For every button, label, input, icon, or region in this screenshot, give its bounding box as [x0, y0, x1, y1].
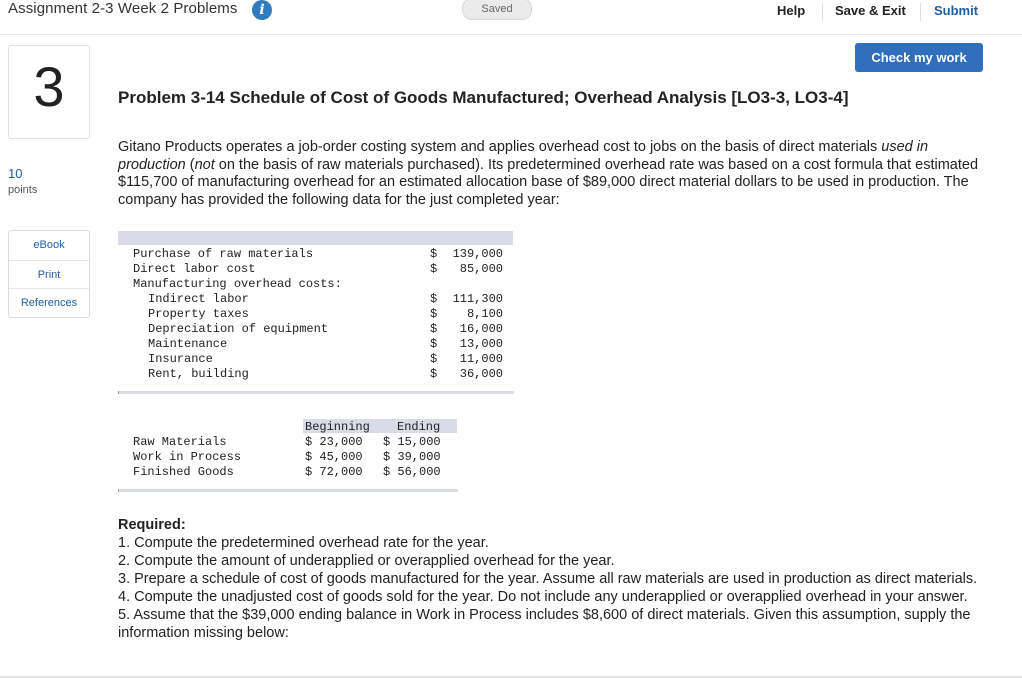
submit-link[interactable]: Submit: [934, 3, 979, 18]
row-value: 36,000: [459, 367, 503, 381]
row-value: 111,300: [452, 292, 503, 306]
row-dollar: $: [430, 337, 438, 351]
table-footer-bar: [118, 489, 458, 492]
row-dollar: $: [430, 367, 438, 381]
table-row: [118, 450, 457, 465]
header-divider: [920, 3, 921, 21]
table-row: [118, 322, 513, 337]
row-label: Purchase of raw materials: [133, 247, 314, 261]
row-label: Direct labor cost: [133, 262, 256, 276]
desc-emphasis: not: [194, 156, 215, 173]
row-value: 139,000: [452, 247, 503, 261]
print-link[interactable]: Print: [9, 260, 89, 289]
row-dollar: $: [430, 262, 438, 276]
assignment-title: Assignment 2-3 Week 2 Problems: [8, 0, 238, 17]
row-value: 11,000: [459, 352, 503, 366]
table-row: [118, 337, 513, 352]
row-label: Work in Process: [133, 450, 242, 464]
question-number: 3: [33, 55, 65, 118]
resource-links-panel: [8, 230, 90, 318]
row-label: Property taxes: [148, 307, 249, 321]
row-label: Indirect labor: [148, 292, 249, 306]
header-divider: [822, 3, 823, 21]
info-icon[interactable]: i: [252, 0, 272, 20]
table-header-bar: [118, 231, 513, 245]
table-row: [118, 435, 457, 450]
row-dollar: $: [430, 292, 438, 306]
points-label: points: [8, 184, 38, 196]
points-value: 10: [8, 166, 23, 181]
row-value: 16,000: [459, 322, 503, 336]
required-item: 4. Compute the unadjusted cost of goods sold for the year. Do not include any underapplied or overapplied overhead in your answer.: [118, 589, 968, 605]
row-dollar: $: [430, 322, 438, 336]
required-item: 5. Assume that the $39,000 ending balance in Work in Process includes $8,600 of direct materials. Given this assumption, supply the information missing below:: [118, 607, 971, 641]
table-row: [118, 262, 513, 277]
question-number-box: [8, 45, 90, 139]
problem-title: Problem 3-14 Schedule of Cost of Goods Manufactured; Overhead Analysis [LO3-3, LO3-4]: [118, 88, 849, 107]
required-item: 3. Prepare a schedule of cost of goods manufactured for the year. Assume all raw materials are used in production as direct materials.: [118, 571, 978, 587]
row-label: Depreciation of equipment: [148, 322, 329, 336]
table-row: [118, 307, 513, 322]
table-row: [118, 352, 513, 367]
required-heading: Required:: [118, 517, 186, 533]
top-header: [0, 0, 1022, 35]
column-header-ending: Ending: [397, 420, 441, 434]
table-row: [118, 292, 513, 307]
save-exit-link[interactable]: Save & Exit: [835, 3, 906, 18]
required-item: 1. Compute the predetermined overhead rate for the year.: [118, 535, 489, 551]
row-ending: $ 39,000: [383, 450, 441, 464]
desc-text: on the basis of raw materials purchased). Its predetermined overhead rate was based on a cost formula that estimated $115,700 of manufacturing overhead for an estimated allocation base of $89,000 direct material dollars to be used in production. The company has provided the following data for the just completed year:: [118, 156, 979, 208]
row-beginning: $ 23,000: [305, 435, 363, 449]
row-label: Manufacturing overhead costs:: [133, 277, 342, 291]
cost-data-table: [118, 231, 513, 394]
desc-emphasis: used in production: [118, 139, 929, 173]
references-link[interactable]: References: [9, 288, 89, 317]
desc-text: Gitano Products operates a job-order costing system and applies overhead cost to jobs on the basis of direct materials: [118, 139, 882, 155]
table-row: [118, 465, 457, 480]
row-label: Maintenance: [148, 337, 228, 351]
row-value: 13,000: [459, 337, 503, 351]
row-ending: $ 15,000: [383, 435, 441, 449]
required-item: 2. Compute the amount of underapplied or overapplied overhead for the year.: [118, 553, 615, 569]
saved-status-badge: Saved: [462, 0, 532, 20]
table-row: [118, 277, 513, 292]
table-row: [118, 367, 513, 382]
row-ending: $ 56,000: [383, 465, 441, 479]
row-label: Insurance: [148, 352, 213, 366]
row-value: 8,100: [466, 307, 503, 321]
help-link[interactable]: Help: [777, 3, 806, 18]
row-label: Raw Materials: [133, 435, 227, 449]
required-section: [118, 516, 990, 642]
row-label: Finished Goods: [133, 465, 234, 479]
row-value: 85,000: [459, 262, 503, 276]
table-row: [118, 247, 513, 262]
table-footer-bar: [118, 391, 514, 394]
row-dollar: $: [430, 352, 438, 366]
row-beginning: $ 45,000: [305, 450, 363, 464]
row-label: Rent, building: [148, 367, 249, 381]
row-dollar: $: [430, 307, 438, 321]
row-dollar: $: [430, 247, 438, 261]
ebook-link[interactable]: eBook: [33, 239, 65, 251]
inventory-table: [118, 419, 457, 492]
row-beginning: $ 72,000: [305, 465, 363, 479]
problem-description: [118, 139, 990, 209]
desc-text: (: [185, 156, 195, 173]
check-my-work-button[interactable]: Check my work: [855, 43, 983, 72]
column-header-beginning: Beginning: [305, 420, 370, 434]
